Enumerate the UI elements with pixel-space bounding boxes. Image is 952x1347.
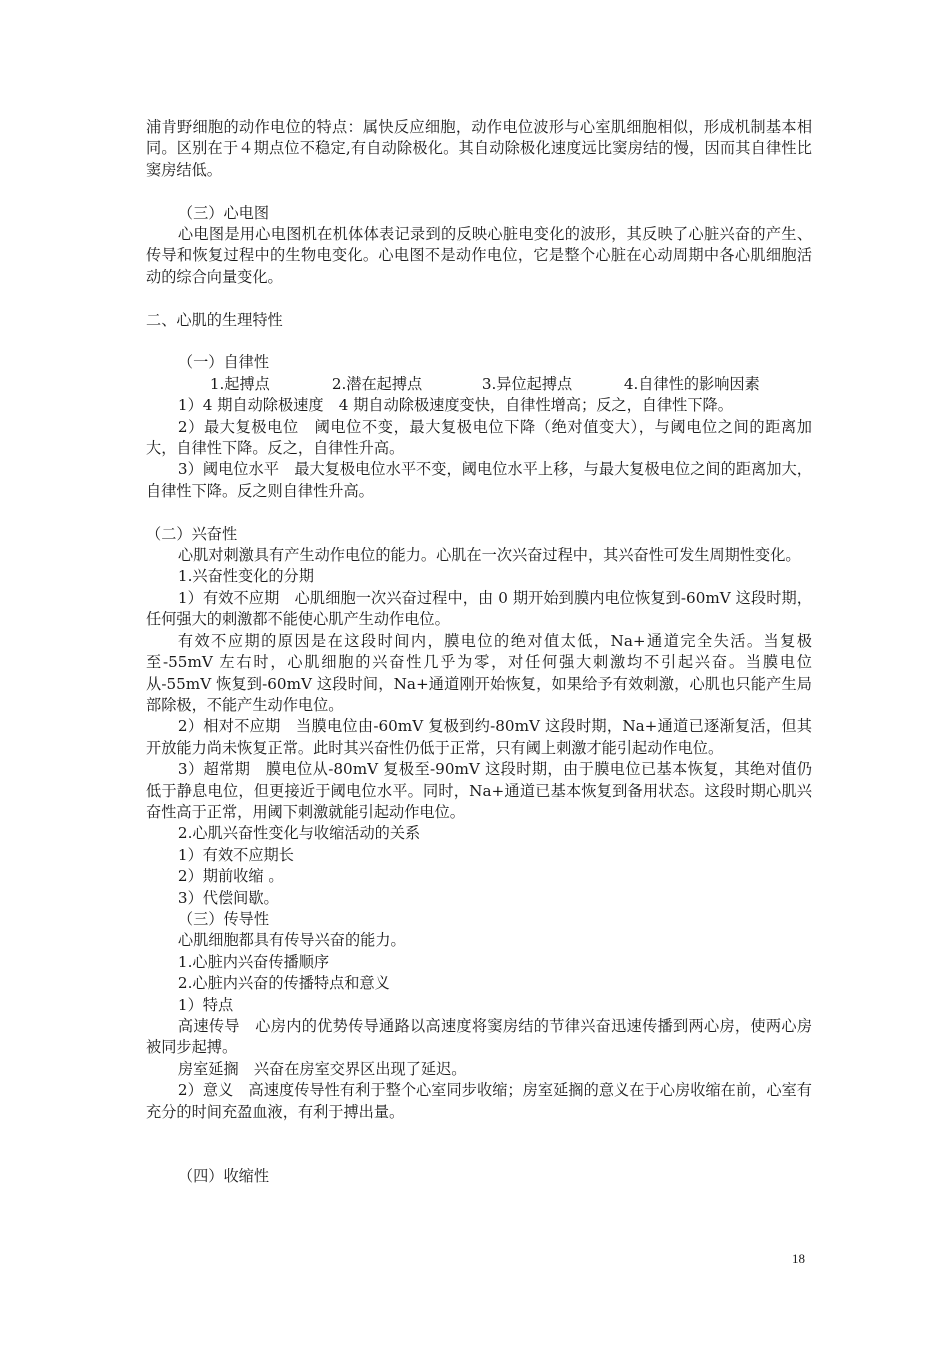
point-1: 1.起搏点	[209, 374, 270, 393]
point-3: 3.异位起搏点	[481, 374, 573, 393]
ecg-paragraph: 心电图是用心电图机在机体体表记录到的反映心脏电变化的波形，其反映了心脏兴奋的产生、传导和恢复过程中的生物电变化。心电图不是动作电位，它是整个心脏在心动周期中各心肌细胞活动的综合向量变化。	[146, 225, 812, 286]
ecg-heading: （三）心电图	[177, 203, 270, 222]
conduction-features-heading: 2.心脏内兴奋的传播特点和意义	[177, 974, 390, 993]
features-label: 1）特点	[177, 995, 234, 1014]
factor-3: 3）阈电位水平 最大复极电位水平不变，阈电位水平上移，与最大复极电位之间的距离加大，自律性下降。反之则自律性升高。	[146, 460, 812, 500]
excitability-paragraph: 心肌对刺激具有产生动作电位的能力。心肌在一次兴奋过程中，其兴奋性可发生周期性变化。	[177, 546, 801, 565]
excitability-subheading-2: 2.心肌兴奋性变化与收缩活动的关系	[177, 824, 421, 843]
supernormal-period: 3）超常期 膜电位从-80mV 复极至-90mV 这段时期，由于膜电位已基本恢复，其绝对值仍低于静息电位，但更接近于阈电位水平。同时，Na+通道已基本恢复到备用状态。这段时期心肌兴奋性高于正常，用阈下刺激就能引起动作电位。	[146, 760, 812, 821]
relation-item-1: 1）有效不应期长	[177, 845, 294, 864]
conduction-order: 1.心脏内兴奋传播顺序	[177, 952, 330, 971]
effective-refractory-period: 1）有效不应期 心肌细胞一次兴奋过程中，由 0 期开始到膜内电位恢复到-60mV 这段时期，任何强大的刺激都不能使心肌产生动作电位。	[146, 588, 812, 629]
conductivity-heading: （三）传导性	[177, 909, 270, 928]
av-delay: 房室延搁 兴奋在房室交界区出现了延迟。	[177, 1059, 467, 1078]
relation-item-3: 3）代偿间歇。	[177, 888, 279, 907]
point-2: 2.潜在起搏点	[331, 374, 423, 393]
point-4: 4.自律性的影响因素	[623, 374, 760, 393]
conductivity-paragraph: 心肌细胞都具有传导兴奋的能力。	[177, 931, 406, 950]
pacemaker-points-line	[146, 374, 812, 395]
relation-item-2: 2）期前收缩 。	[177, 867, 284, 886]
page-number: 18	[792, 1251, 805, 1266]
page-body	[146, 117, 812, 1187]
section-heading-properties: 二、心肌的生理特性	[146, 310, 283, 329]
contractility-heading: （四）收缩性	[177, 1166, 270, 1185]
excitability-subheading-1: 1.兴奋性变化的分期	[177, 567, 314, 586]
significance: 2）意义 高速度传导性有利于整个心室同步收缩；房室延搁的意义在于心房收缩在前，心室有充分的时间充盈血液，有利于搏出量。	[146, 1081, 812, 1121]
excitability-heading: （二）兴奋性	[146, 524, 238, 543]
factor-1: 1）4 期自动除极速度 4 期自动除极速度变快，自律性增高；反之，自律性下降。	[177, 396, 733, 415]
factor-2: 2）最大复极电位 阈电位不变，最大复极电位下降（绝对值变大），与阈电位之间的距离加大，自律性下降。反之，自律性升高。	[146, 417, 812, 458]
high-speed-conduction: 高速传导 心房内的优势传导通路以高速度将窦房结的节律兴奋迅速传播到两心房，使两心房被同步起搏。	[146, 1017, 812, 1057]
effective-refractory-cause: 有效不应期的原因是在这段时间内，膜电位的绝对值太低，Na+通道完全失活。当复极至-55mV 左右时，心肌细胞的兴奋性几乎为零，对任何强大刺激均不引起兴奋。当膜电位从-55mV 恢复到-60mV 这段时间，Na+通道刚开始恢复，如果给予有效刺激，心肌也只能产生局部除极，不能产生动作电位。	[146, 631, 812, 714]
relative-refractory-period: 2）相对不应期 当膜电位由-60mV 复极到约-80mV 这段时期，Na+通道已逐渐复活，但其开放能力尚未恢复正常。此时其兴奋性仍低于正常，只有阈上刺激才能引起动作电位。	[146, 717, 812, 757]
automaticity-heading: （一）自律性	[177, 353, 270, 372]
purkinje-paragraph: 浦肯野细胞的动作电位的特点：属快反应细胞，动作电位波形与心室肌细胞相似，形成机制基本相同。区别在于４期点位不稳定,有自动除极化。其自动除极化速度远比窦房结的慢，因而其自律性比窦房结低。	[146, 118, 812, 179]
